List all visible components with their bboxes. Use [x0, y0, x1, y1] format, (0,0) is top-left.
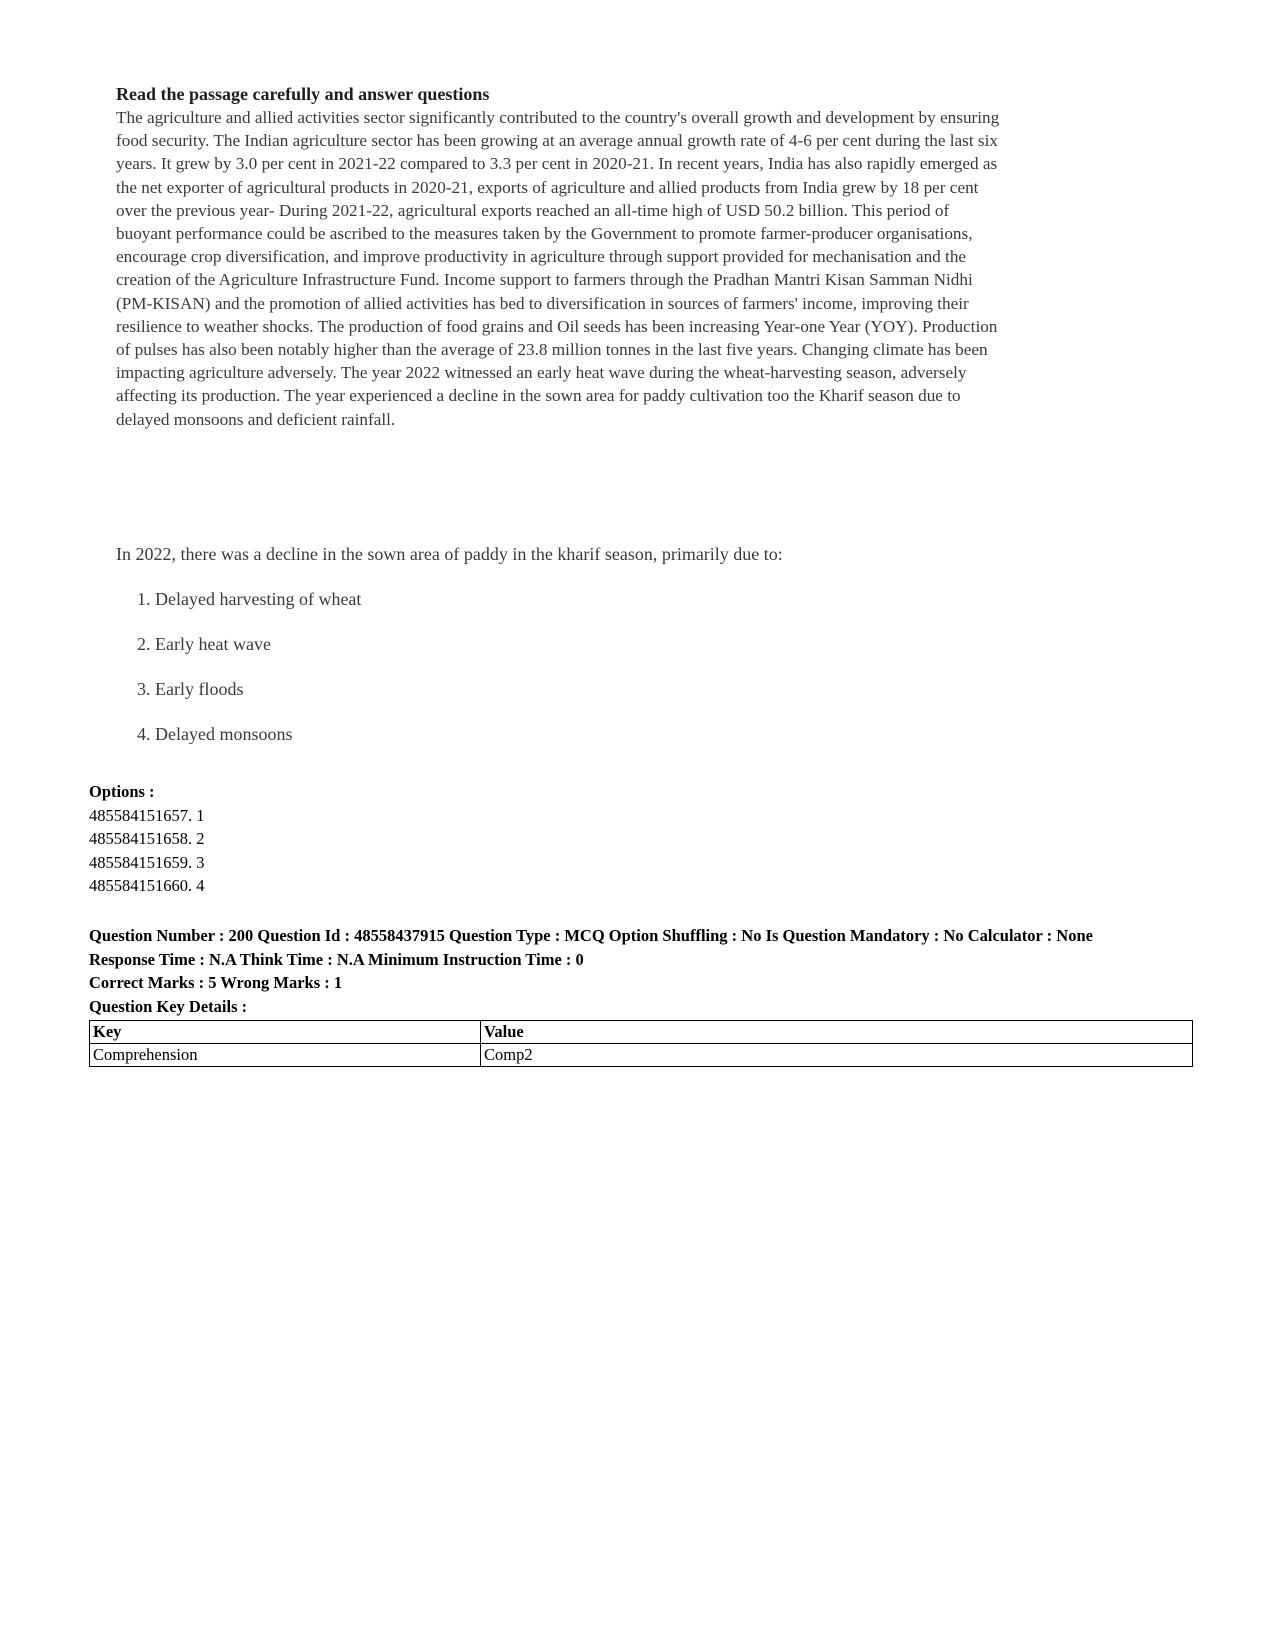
- passage-heading: Read the passage carefully and answer questions: [116, 84, 490, 104]
- choice-list: [137, 588, 361, 768]
- options-block: [89, 780, 205, 898]
- choice-item: 3. Early floods: [137, 679, 244, 699]
- response-time-line: Response Time : N.A Think Time : N.A Minimum Instruction Time : 0: [89, 949, 584, 969]
- table-header-value: Value: [481, 1021, 1193, 1044]
- options-title: Options :: [89, 782, 155, 801]
- option-item: 485584151659. 3: [89, 852, 205, 872]
- table-header-row: [90, 1021, 1193, 1044]
- question-meta: [89, 924, 1209, 1018]
- marks-line: Correct Marks : 5 Wrong Marks : 1: [89, 973, 343, 992]
- key-details-table: [89, 1020, 1193, 1067]
- option-item: 485584151658. 2: [89, 829, 205, 848]
- option-item: 485584151660. 4: [89, 876, 205, 895]
- question-stem: In 2022, there was a decline in the sown area of paddy in the kharif season, primarily due to:: [116, 544, 783, 564]
- question-meta-line: Question Number : 200 Question Id : 48558437915 Question Type : MCQ Option Shuffling : No Is Question Mandatory : No Calculator : None: [89, 926, 1093, 945]
- passage-text: The agriculture and allied activities sector significantly contributed to the country's overall growth and development by ensuring food security. The Indian agriculture sector has been growing at an average annual growth rate of 4-6 per cent during the last six years. It grew by 3.0 per cent in 2021-22 compared to 3.3 per cent in 2020-21. In recent years, India has also rapidly emerged as the net exporter of agricultural products in 2020-21, exports of agriculture and allied products from India grew by 18 per cent over the previous year- During 2021-22, agricultural exports reached an all-time high of USD 50.2 billion. This period of buoyant performance could be ascribed to the measures taken by the Government to promote farmer-producer organisations, encourage crop diversification, and improve productivity in agriculture through support provided for mechanisation and the creation of the Agriculture Infrastructure Fund. Income support to farmers through the Pradhan Mantri Kisan Samman Nidhi (PM-KISAN) and the promotion of allied activities has bed to diversification in sources of farmers' income, improving their resilience to weather shocks. The production of food grains and Oil seeds has been increasing Year-one Year (YOY). Production of pulses has also been notably higher than the average of 23.8 million tonnes in the last five years. Changing climate has been impacting agriculture adversely. The year 2022 witnessed an early heat wave during the wheat-harvesting season, adversely affecting its production. The year experienced a decline in the sown area for paddy cultivation too the Kharif season due to delayed monsoons and deficient rainfall.: [116, 108, 1000, 429]
- option-item: 485584151657. 1: [89, 805, 205, 825]
- choice-item: 1. Delayed harvesting of wheat: [137, 589, 362, 609]
- table-row: [90, 1044, 1193, 1067]
- passage-image: [105, 78, 1005, 758]
- table-cell-key: Comprehension: [90, 1044, 481, 1067]
- key-details-label: Question Key Details :: [89, 996, 248, 1016]
- choice-item: 4. Delayed monsoons: [137, 724, 293, 744]
- table-cell-value: Comp2: [481, 1044, 1193, 1067]
- choice-item: 2. Early heat wave: [137, 634, 271, 654]
- table-header-key: Key: [90, 1021, 481, 1044]
